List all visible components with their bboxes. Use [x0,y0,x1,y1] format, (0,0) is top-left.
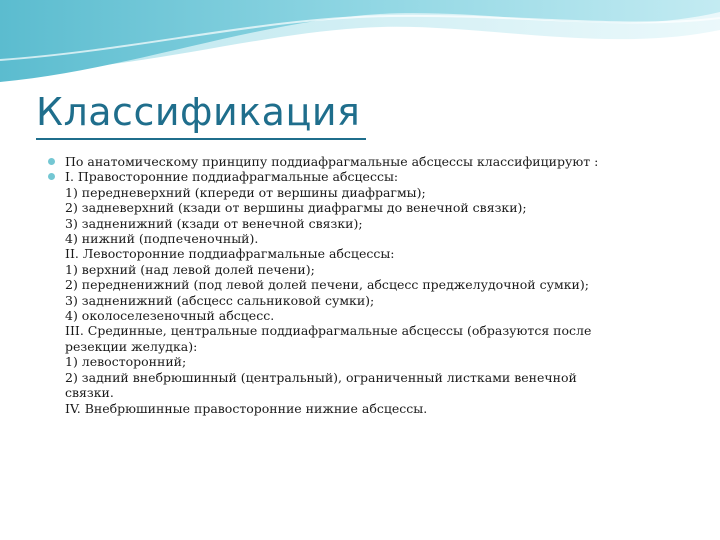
list-line: 1) передневерхний (кпереди от вершины диафрагмы); [65,184,426,200]
bullet-text: По анатомическому принципу поддиафрагмальные абсцессы классифицируют : [65,154,599,169]
wave-front [0,0,720,82]
list-line: III. Срединные, центральные поддиафрагмальные абсцессы (образуются после [65,323,592,339]
bullet-dot-icon [48,173,55,180]
bullet-item-intro [44,154,684,169]
bullet-dot-icon [48,158,55,165]
slide-content [44,154,684,416]
list-line: 1) левосторонний; [65,354,187,370]
slide-title: Классификация [36,90,361,134]
list-line: резекции желудка): [65,338,198,354]
list-line: 4) нижний (подпеченочный). [65,231,259,247]
decorative-wave-header [0,0,720,90]
list-line: I. Правосторонние поддиафрагмальные абсцессы: [65,169,399,185]
list-line: 4) околоселезеночный абсцесс. [65,308,275,324]
list-line: 2) задний внебрюшинный (центральный), ограниченный листками венечной [65,369,577,385]
list-line: IV. Внебрюшинные правосторонние нижние абсцессы. [65,400,428,416]
title-underline [36,138,366,140]
list-line: 1) верхний (над левой долей печени); [65,261,315,277]
list-line: II. Левосторонние поддиафрагмальные абсцессы: [65,246,395,262]
list-line: 3) задненижний (абсцесс сальниковой сумки); [65,292,375,308]
list-line: 3) задненижний (кзади от венечной связки); [65,215,363,231]
list-line: связки. [65,385,114,401]
bullet-item-classification [44,169,684,416]
list-line: 2) передненижний (под левой долей печени, абсцесс преджелудочной сумки); [65,277,589,293]
list-line: 2) задневерхний (кзади от вершины диафрагмы до венечной связки); [65,200,527,216]
